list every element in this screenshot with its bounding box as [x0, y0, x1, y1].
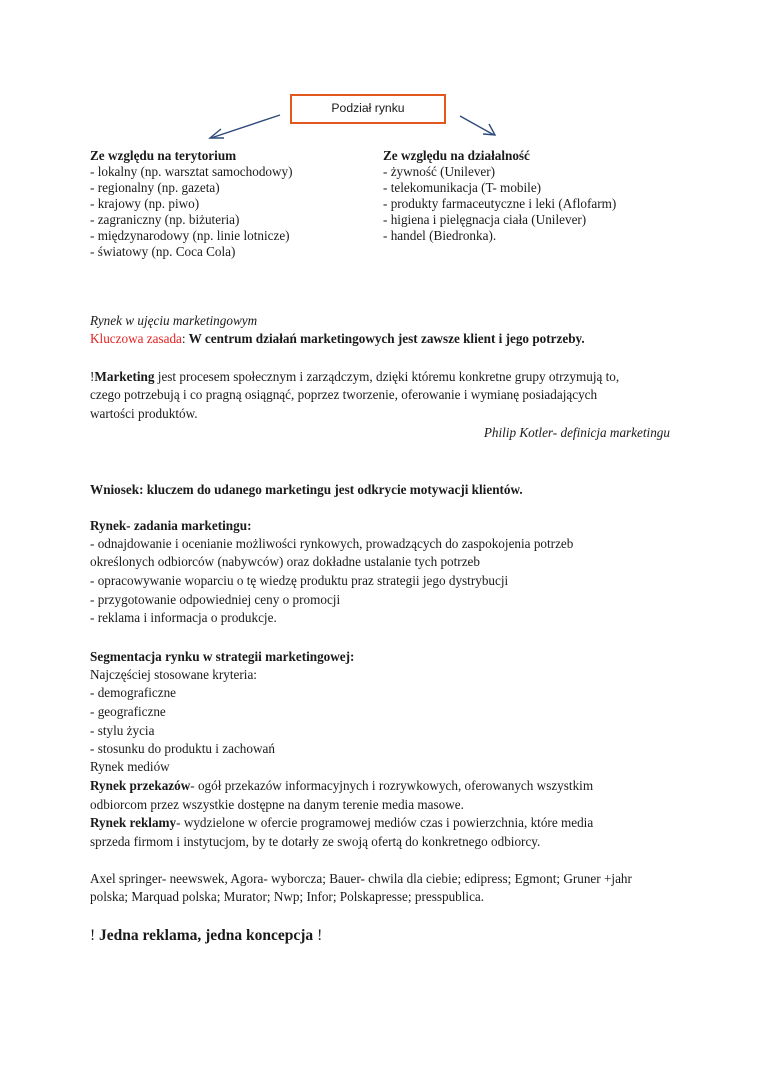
left-arrow-icon: [211, 115, 280, 138]
list-item: - stosunku do produktu i zachowań: [90, 741, 275, 756]
marketing-subtitle: Rynek w ujęciu marketingowym: [90, 313, 258, 328]
ad-term: Rynek reklamy: [90, 815, 177, 830]
list-item: - światowy (np. Coca Cola): [90, 244, 236, 259]
list-item: - stylu życia: [90, 723, 155, 738]
list-item: - lokalny (np. warsztat samochodowy): [90, 164, 293, 179]
transmission-market: Rynek przekazów- ogół przekazów informacyjnych i rozrywkowych, oferowanych wszystkim: [90, 778, 594, 793]
list-item: - demograficzne: [90, 685, 177, 700]
list-item: - reklama i informacja o produkcje.: [90, 610, 277, 625]
list-item: - higiena i pielęgnacja ciała (Unilever): [383, 212, 587, 227]
segmentation-heading: Segmentacja rynku w strategii marketingowej:: [90, 649, 355, 664]
key-rule: Kluczowa zasada: W centrum działań marketingowych jest zawsze klient i jego potrzeby.: [90, 331, 585, 346]
definition-term: Marketing: [94, 369, 155, 384]
right-arrow-icon: [460, 116, 494, 135]
transmission-line: odbiorcom przez wszystkie dostępne na danym terenie media masowe.: [90, 797, 464, 812]
ad-market: Rynek reklamy- wydzielone w ofercie programowej mediów czas i powierzchnia, które media: [90, 815, 594, 830]
definition-line: czego potrzebują i co pragną osiągnąć, poprzez tworzenie, oferowanie i wymianę posiadających: [90, 387, 598, 402]
list-item: - krajowy (np. piwo): [90, 196, 200, 211]
publishers-line: polska; Marquad polska; Murator; Nwp; Infor; Polskapresse; presspublica.: [90, 889, 485, 904]
list-item: - międzynarodowy (np. linie lotnicze): [90, 228, 290, 243]
segmentation-intro: Najczęściej stosowane kryteria:: [90, 667, 257, 682]
publishers-line: Axel springer- neewswek, Agora- wyborcza; Bauer- chwila dla ciebie; edipress; Egmont; Gruner +jahr: [90, 871, 632, 886]
list-item: - żywność (Unilever): [383, 164, 496, 179]
list-item: - przygotowanie odpowiedniej ceny o promocji: [90, 592, 341, 607]
conclusion: Wniosek: kluczem do udanego marketingu jest odkrycie motywacji klientów.: [90, 482, 523, 497]
list-item: - odnajdowanie i ocenianie możliwości rynkowych, prowadzących do zaspokojenia potrzeb: [90, 536, 574, 551]
key-rule-label: Kluczowa zasada: [90, 331, 182, 346]
list-item: - produkty farmaceutyczne i leki (Aflofarm): [383, 196, 617, 211]
definition-attribution: Philip Kotler- definicja marketingu: [483, 425, 670, 440]
ad-line: sprzeda firmom i instytucjom, by te dotarły ze swoją ofertą do konkretnego odbiorcy.: [90, 834, 541, 849]
market-division-label: Podział rynku: [331, 101, 405, 115]
closing-slogan: ! Jedna reklama, jedna koncepcja !: [90, 927, 323, 944]
list-item: - telekomunikacja (T- mobile): [383, 180, 542, 195]
list-item: określonych odbiorców (nabywców) oraz dokładne ustalanie tych potrzeb: [90, 554, 480, 569]
list-item: - handel (Biedronka).: [383, 228, 497, 243]
transmission-term: Rynek przekazów: [90, 778, 191, 793]
list-item: - zagraniczny (np. biżuteria): [90, 212, 240, 227]
activity-heading: Ze względu na działalność: [383, 148, 530, 163]
list-item: - geograficzne: [90, 704, 166, 719]
media-market: Rynek mediów: [90, 759, 170, 774]
key-rule-text: W centrum działań marketingowych jest zawsze klient i jego potrzeby.: [185, 331, 585, 346]
diagram-arrows: [0, 0, 760, 160]
list-item: - opracowywanie woparciu o tę wiedzę produktu praz strategii jego dystrybucji: [90, 573, 509, 588]
tasks-heading: Rynek- zadania marketingu:: [90, 518, 252, 533]
list-item: - regionalny (np. gazeta): [90, 180, 220, 195]
definition-line: !Marketing jest procesem społecznym i zarządczym, dzięki któremu konkretne grupy otrzymują to,: [90, 369, 620, 384]
definition-line: wartości produktów.: [90, 406, 198, 421]
territory-heading: Ze względu na terytorium: [90, 148, 237, 163]
